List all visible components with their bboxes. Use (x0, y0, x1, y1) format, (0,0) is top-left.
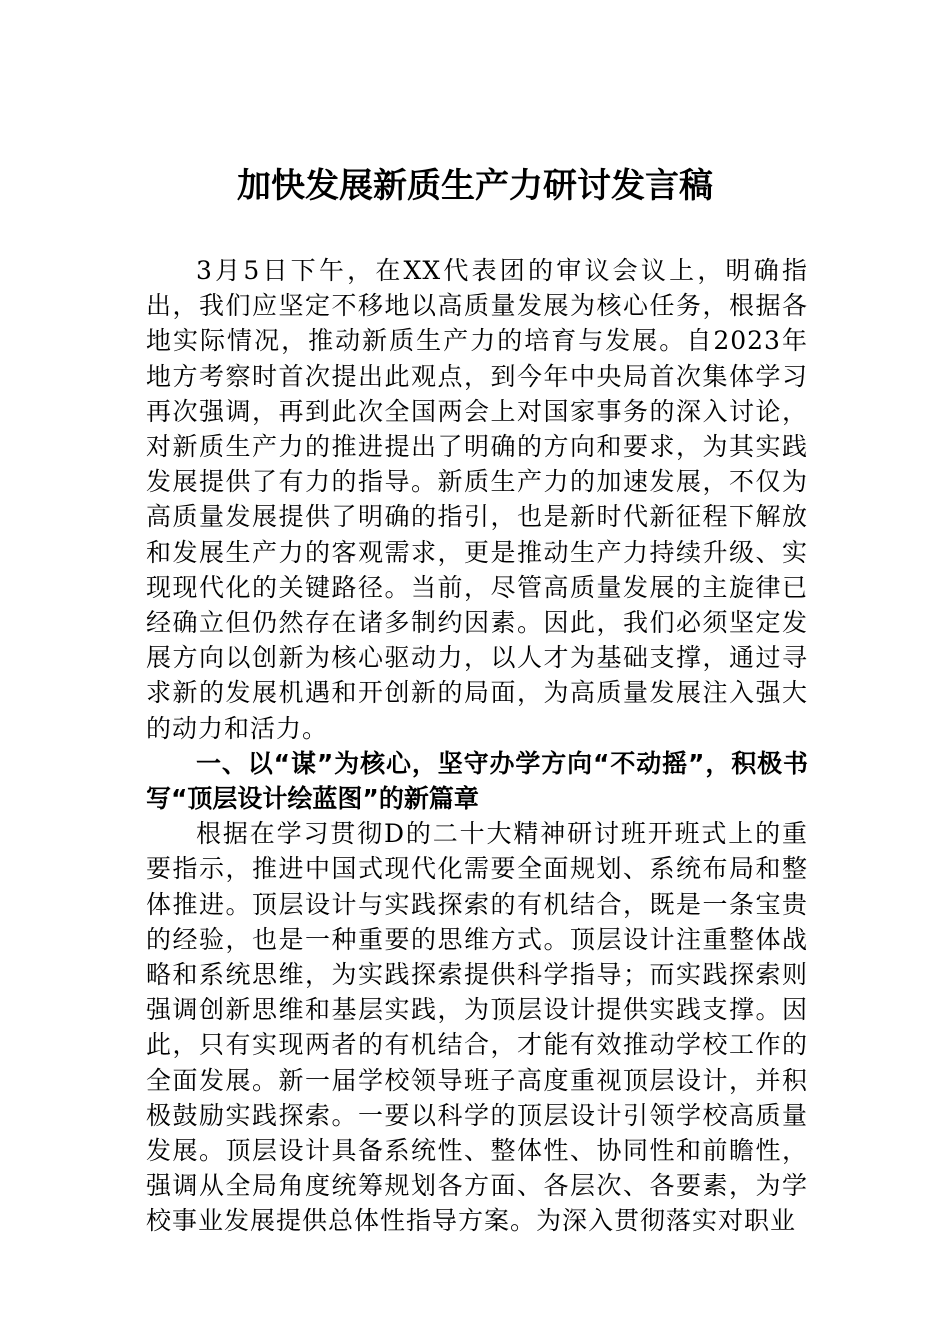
document-body (146, 253, 808, 1239)
section-heading: 一、以“谋”为核心，坚守办学方向“不动摇”，积极书写“顶层设计绘蓝图”的新篇章 (146, 748, 808, 814)
document-title: 加快发展新质生产力研讨发言稿 (237, 166, 713, 206)
intro-paragraph: 3月5日下午，在XX代表团的审议会议上，明确指出，我们应坚定不移地以高质量发展为核心任务，根据各地实际情况，推动新质生产力的培育与发展。自2023年地方考察时首次提出此观点，到今年中央局首次集体学习再次强调，再到此次全国两会上对国家事务的深入讨论，对新质生产力的推进提出了明确的方向和要求，为其实践发展提供了有力的指导。新质生产力的加速发展，不仅为高质量发展提供了明确的指引，也是新时代新征程下解放和发展生产力的客观需求，更是推动生产力持续升级、实现现代化的关键路径。当前，尽管高质量发展的主旋律已经确立但仍然存在诸多制约因素。因此，我们必须坚定发展方向以创新为核心驱动力，以人才为基础支撑，通过寻求新的发展机遇和开创新的局面，为高质量发展注入强大的动力和活力。 (146, 256, 808, 743)
section-paragraph: 根据在学习贯彻D的二十大精神研讨班开班式上的重要指示，推进中国式现代化需要全面规划、系统布局和整体推进。顶层设计与实践探索的有机结合，既是一条宝贵的经验，也是一种重要的思维方式。顶层设计注重整体战略和系统思维，为实践探索提供科学指导；而实践探索则强调创新思维和基层实践，为顶层设计提供实践支撑。因此，只有实现两者的有机结合，才能有效推动学校工作的全面发展。新一届学校领导班子高度重视顶层设计，并积极鼓励实践探索。一要以科学的顶层设计引领学校高质量发展。顶层设计具备系统性、整体性、协同性和前瞻性，强调从全局角度统筹规划各方面、各层次、各要素，为学校事业发展提供总体性指导方案。为深入贯彻落实对职业 (146, 819, 808, 1236)
